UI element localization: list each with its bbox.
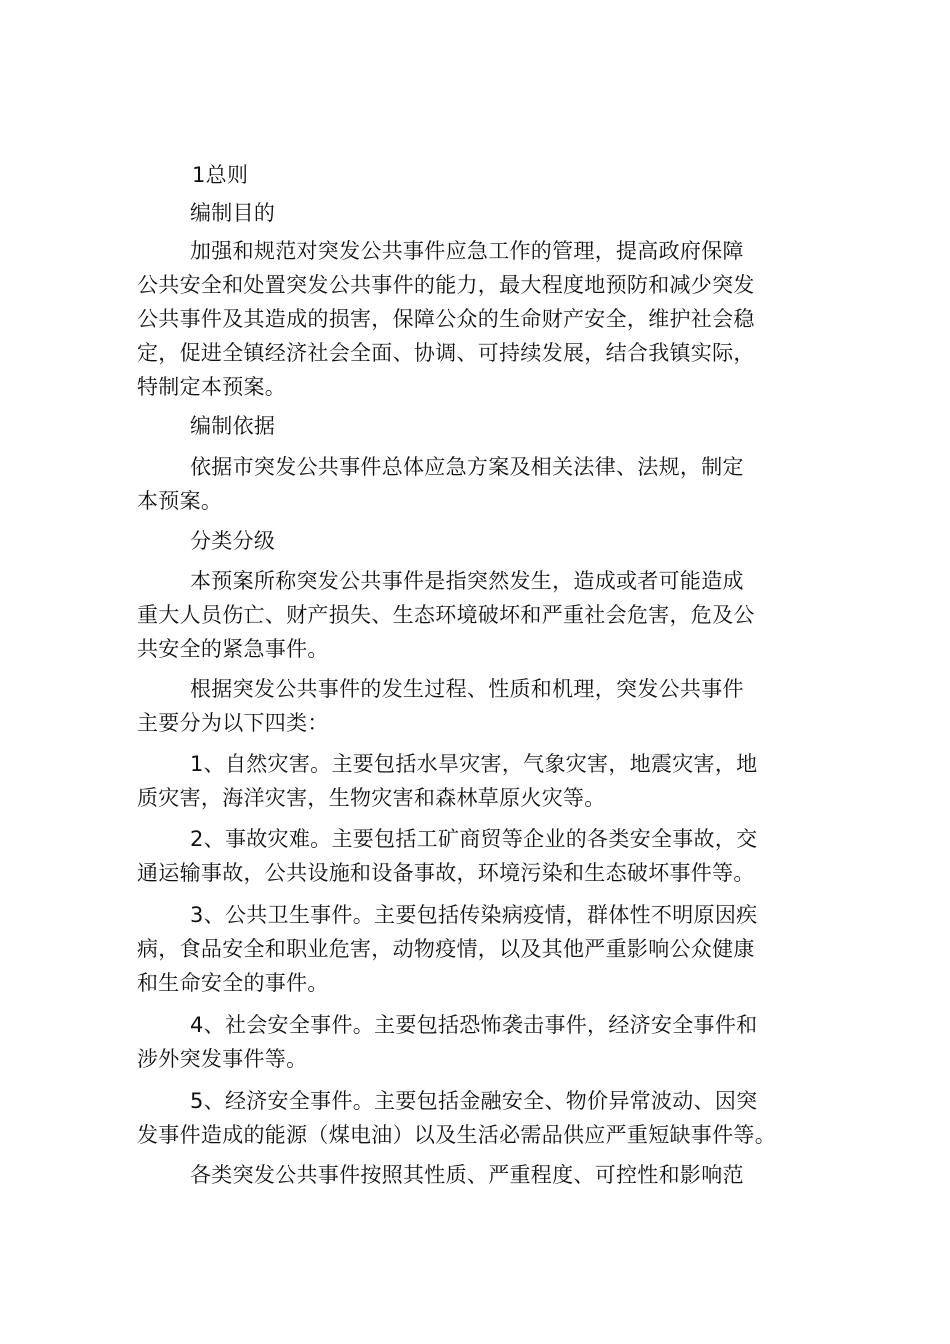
text-line: 质灾害，海洋灾害，生物灾害和森林草原火灾等。 [137, 786, 606, 810]
text-line: 重大人员伤亡、财产损失、生态环境破坏和严重社会危害，危及公 [137, 603, 755, 627]
text-line: 依据市突发公共事件总体应急方案及相关法律、法规，制定 [190, 455, 744, 479]
text-line: 公共事件及其造成的损害，保障公众的生命财产安全，维护社会稳 [137, 307, 755, 331]
text-line: 3、公共卫生事件。主要包括传染病疫情，群体性不明原因疾 [190, 903, 758, 927]
text-line: 加强和规范对突发公共事件应急工作的管理，提高政府保障 [190, 239, 744, 263]
text-line: 主要分为以下四类： [137, 711, 329, 735]
text-line: 和生命安全的事件。 [137, 971, 329, 995]
text-line: 病，食品安全和职业危害，动物疫情，以及其他严重影响公众健康 [137, 937, 755, 961]
section-heading-classification: 分类分级 [190, 529, 276, 553]
text-line: 各类突发公共事件按照其性质、严重程度、可控性和影响范 [190, 1163, 744, 1187]
section-heading-basis: 编制依据 [190, 414, 276, 438]
text-line: 4、社会安全事件。主要包括恐怖袭击事件，经济安全事件和 [190, 1013, 758, 1037]
text-line: 根据突发公共事件的发生过程、性质和机理，突发公共事件 [190, 677, 744, 701]
text-line: 涉外突发事件等。 [137, 1047, 308, 1071]
text-line: 共安全的紧急事件。 [137, 637, 329, 661]
text-line: 2、事故灾难。主要包括工矿商贸等企业的各类安全事故，交 [190, 827, 758, 851]
section-heading-purpose: 编制目的 [190, 201, 276, 225]
text-line: 公共安全和处置突发公共事件的能力，最大程度地预防和减少突发 [137, 273, 755, 297]
text-line: 发事件造成的能源（煤电油）以及生活必需品供应严重短缺事件等。 [137, 1123, 776, 1147]
text-line: 特制定本预案。 [137, 375, 287, 399]
text-line: 1、自然灾害。主要包括水旱灾害，气象灾害，地震灾害，地 [190, 752, 758, 776]
text-line: 定，促进全镇经济社会全面、协调、可持续发展，结合我镇实际， [137, 341, 755, 365]
chapter-title: 1总则 [192, 163, 249, 187]
text-line: 通运输事故，公共设施和设备事故，环境污染和生态破坏事件等。 [137, 861, 755, 885]
text-line: 本预案所称突发公共事件是指突然发生，造成或者可能造成 [190, 569, 744, 593]
text-line: 5、经济安全事件。主要包括金融安全、物价异常波动、因突 [190, 1089, 758, 1113]
text-line: 本预案。 [137, 489, 223, 513]
